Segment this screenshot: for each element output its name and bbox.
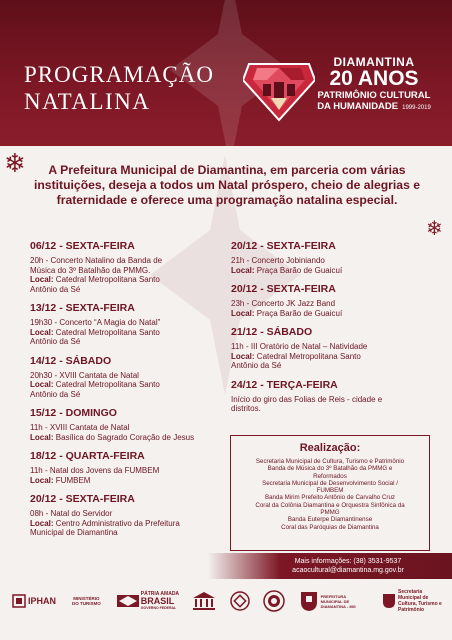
logo-patrimonio: PATRIMÔNIO CULTURAL [317, 90, 431, 101]
location-label: Local: [231, 308, 255, 318]
location-value: Centro Administrativo da Prefeitura [53, 518, 180, 528]
schedule-day [30, 240, 240, 294]
schedule-left-column [30, 240, 240, 546]
day-heading: 15/12 - DOMINGO [30, 407, 117, 419]
schedule-day [30, 355, 240, 400]
location-label: Local: [30, 275, 54, 284]
header-banner [0, 0, 452, 146]
world-heritage-icon [230, 591, 250, 611]
seal-icon [263, 590, 285, 612]
realizacao-line: Banda Euterpe Diamantinense [287, 516, 373, 524]
location-label: Local: [30, 475, 54, 485]
schedule-day [231, 283, 441, 318]
event-line: 19h30 - Concerto “A Magia do Natal” [30, 318, 161, 327]
realizacao-line: Reformados [313, 472, 347, 480]
event-line: 20h - Concerto Natalino da Banda de [30, 256, 163, 265]
contact-email[interactable]: acaocultural@diamantina.mg.gov.br [292, 567, 404, 574]
realizacao-line: Secretaria Municipal de Desenvolvimento Social / [262, 479, 398, 487]
event-line: Antônio da Sé [30, 284, 81, 294]
schedule-day [30, 302, 240, 347]
event-line: 11h - III Oratório de Natal – Natividade [231, 342, 368, 351]
schedule-day [231, 326, 441, 371]
event-location [30, 476, 240, 486]
schedule-right-column [231, 240, 441, 422]
intro-text: A Prefeitura Municipal de Diamantina, em parceria com várias instituições, deseja a todos um Natal próspero, cheio de alegrias e fraternidade e oferece uma programação natalina especial. [33, 163, 421, 207]
schedule-day [30, 407, 240, 442]
location-label: Local: [30, 380, 54, 389]
logo-years: 20 ANOS [329, 67, 419, 90]
event-line: 23h - Concerto JK Jazz Band [231, 299, 336, 308]
location-value: Catedral Metropolitana Santo [53, 327, 160, 337]
realizacao-line: PMMG [320, 509, 340, 517]
event-line: 11h - Natal dos Jovens da FUMBEM [30, 466, 160, 475]
brasil-flag-icon [117, 595, 139, 607]
day-heading: 20/12 - SEXTA-FEIRA [231, 283, 336, 295]
event-line: 08h - Natal do Servidor [30, 509, 113, 518]
schedule-day [30, 450, 240, 485]
realizacao-box [230, 435, 430, 551]
location-label: Local: [30, 327, 54, 337]
sponsor-logos [12, 585, 442, 617]
location-label: Local: [30, 432, 54, 442]
event-line: Antônio da Sé [231, 361, 282, 370]
event-location [30, 519, 240, 529]
event-line: Música do 3º Batalhão da PMMG. [30, 265, 151, 275]
unesco-temple-icon [192, 591, 216, 611]
realizacao-line: Coral das Paróquias de Diamantina [281, 523, 379, 531]
secretaria-shield-icon [382, 593, 396, 609]
day-heading: 24/12 - TERÇA-FEIRA [231, 378, 338, 391]
patria-amada-logo: PÁTRIA AMADA BRASIL GOVERNO FEDERAL [117, 591, 179, 612]
realizacao-line: FUMBEM [316, 487, 344, 495]
realizacao-line: Banda Mirim Prefeito Antônio de Carvalho Cruz [264, 494, 395, 502]
day-heading: 20/12 - SEXTA-FEIRA [231, 240, 336, 252]
location-value: Catedral Metropolitana Santo [53, 275, 160, 284]
location-value: Praça Barão de Guaicuí [254, 265, 343, 275]
realizacao-line: Secretaria Municipal de Cultura, Turismo e Patrimônio [255, 458, 405, 465]
page-title-line2: NATALINA [24, 89, 151, 114]
location-label: Local: [231, 351, 255, 361]
snowflake-left-icon: ❄ [4, 148, 26, 178]
location-value: Praça Barão de Guaicuí [254, 308, 343, 318]
event-line: 20h30 - XVIII Cantata de Natal [30, 370, 139, 380]
iphan-logo: IPHAN [12, 594, 56, 608]
event-line: distritos. [231, 404, 261, 413]
realizacao-line: Banda de Música do 3º Batalhão da PMMG e [267, 465, 393, 473]
event-line: Antônio da Sé [30, 337, 81, 346]
schedule-day [231, 379, 441, 414]
location-value: Catedral Metropolitana Santo [254, 351, 361, 361]
day-heading: 14/12 - SÁBADO [30, 354, 112, 367]
secretaria-logo: Secretaria Municipal de Cultura, Turismo e Patrimônio [382, 589, 442, 613]
snowflake-right-icon: ❄ [426, 218, 443, 240]
location-value: Catedral Metropolitana Santo [53, 380, 160, 389]
location-label: Local: [231, 265, 255, 275]
coat-of-arms-icon [299, 590, 319, 612]
anniversary-logo-text [306, 55, 442, 112]
schedule-day [231, 240, 441, 275]
contact-phone: Mais informações: (38) 3531-9537 [294, 558, 402, 565]
location-value: FUMBEM [53, 475, 91, 485]
day-heading: 20/12 - SEXTA-FEIRA [30, 493, 135, 505]
realizacao-title: Realização: [299, 442, 361, 454]
location-value: Basílica do Sagrado Coração de Jesus [53, 432, 195, 442]
day-heading: 21/12 - SÁBADO [231, 326, 313, 338]
logo-city: DIAMANTINA [333, 55, 415, 69]
page-title-line1: PROGRAMAÇÃO [24, 62, 214, 87]
event-location [30, 380, 240, 390]
event-location [30, 328, 240, 338]
location-label: Local: [30, 518, 54, 528]
logo-humanidade: DA HUMANIDADE [317, 101, 399, 112]
diamond-logo-icon [243, 54, 315, 122]
iphan-icon [12, 594, 26, 608]
event-line: Início do giro das Folias de Reis - cidade e [231, 394, 383, 404]
realizacao-line: Coral da Colônia Diamantina e Orquestra Sinfônica da [255, 501, 405, 509]
day-heading: 13/12 - SEXTA-FEIRA [30, 302, 135, 314]
turismo-logo: MINISTÉRIO DO TURISMO [72, 596, 101, 606]
prefeitura-logo: PREFEITURA MUNICIPAL DE DIAMANTINA - MG [299, 590, 369, 612]
event-location [231, 266, 441, 276]
event-location [30, 275, 240, 285]
event-line: Antônio da Sé [30, 389, 81, 399]
event-location [231, 352, 441, 362]
schedule-day [30, 493, 240, 538]
event-line: Municipal de Diamantina [30, 528, 118, 537]
logo-dates: 1999-2019 [402, 105, 431, 111]
event-line: 21h - Concerto Jobiniando [231, 256, 325, 265]
contact-info [266, 557, 430, 575]
day-heading: 18/12 - QUARTA-FEIRA [30, 450, 145, 462]
event-line: 11h - XVIII Cantata de Natal [30, 423, 130, 432]
emblem-logo [263, 590, 285, 612]
day-heading: 06/12 - SEXTA-FEIRA [30, 240, 135, 252]
event-location [231, 309, 441, 319]
unesco-logo [192, 591, 216, 611]
event-location [30, 433, 240, 443]
world-heritage-logo [230, 591, 250, 611]
